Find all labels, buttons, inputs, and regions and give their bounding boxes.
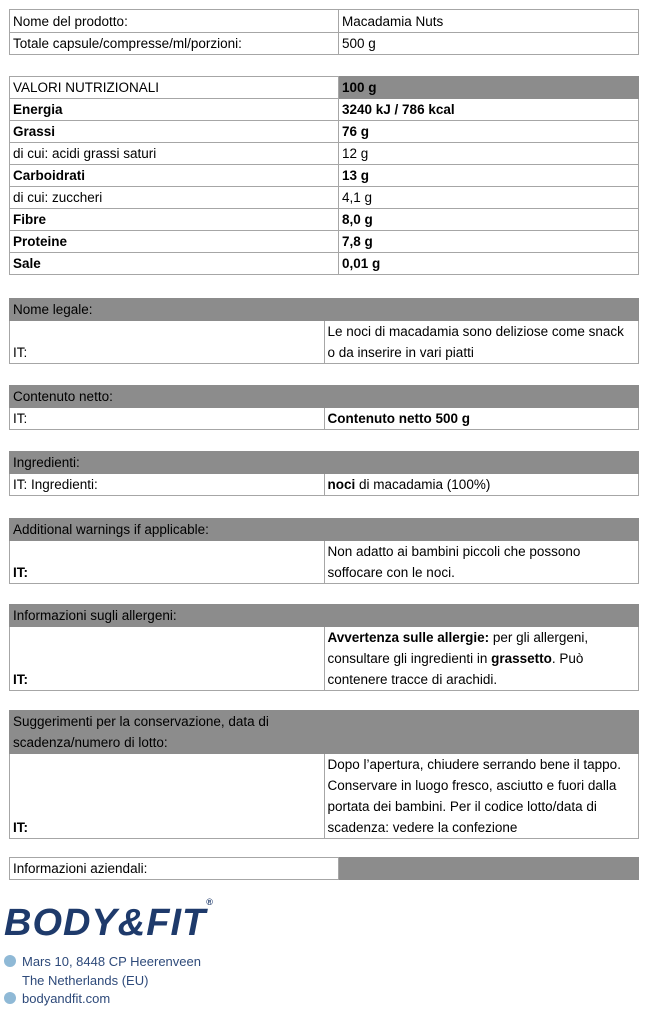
legal-name-text: Le noci di macadamia sono deliziose come snack o da inserire in vari piatti — [324, 321, 639, 364]
allergens-mid: per gli allergeni, consultare gli ingredienti in — [327, 630, 589, 666]
nutrition-row-label: Fibre — [13, 212, 47, 227]
location-pin-icon — [4, 955, 16, 967]
address — [4, 952, 201, 990]
ingredients-text — [324, 474, 639, 496]
ingredients-lang: IT: Ingredienti: — [10, 474, 325, 496]
globe-icon — [4, 992, 16, 1004]
storage-table — [9, 710, 639, 839]
product-name-label: Nome del prodotto: — [10, 10, 339, 33]
nutrition-row-label: Carboidrati — [13, 168, 86, 183]
net-content-header: Contenuto netto: — [10, 386, 639, 408]
nutrition-row-value: 3240 kJ / 786 kcal — [342, 102, 455, 117]
nutrition-row-label: Sale — [13, 256, 41, 271]
nutrition-row-value: 7,8 g — [342, 234, 373, 249]
storage-lang: IT: — [13, 820, 28, 835]
legal-name-header: Nome legale: — [10, 299, 639, 321]
net-content-text: Contenuto netto 500 g — [327, 411, 470, 426]
website-link[interactable]: bodyandfit.com — [22, 991, 111, 1006]
address-line-2: The Netherlands (EU) — [22, 973, 149, 988]
nutrition-header-value: 100 g — [339, 77, 639, 99]
warnings-text: Non adatto ai bambini piccoli che possono soffocare con le noci. — [324, 541, 639, 584]
product-qty-value: 500 g — [339, 33, 639, 55]
allergens-bold2: grassetto — [491, 651, 552, 666]
brand-logo — [4, 897, 214, 945]
legal-name-lang: IT: — [10, 321, 325, 364]
nutrition-row-value: 12 g — [339, 143, 639, 165]
company-header: Informazioni aziendali: — [10, 858, 339, 880]
nutrition-row-value: 8,0 g — [342, 212, 373, 227]
net-content-lang: IT: — [10, 408, 325, 430]
ingredients-header: Ingredienti: — [10, 452, 639, 474]
nutrition-row-label: Proteine — [13, 234, 68, 249]
allergens-table — [9, 604, 639, 691]
nutrition-row-value: 76 g — [342, 124, 370, 139]
brand-logo-mark: ® — [206, 897, 214, 908]
net-content-table — [9, 385, 639, 430]
ingredients-bold: noci — [327, 477, 356, 492]
company-value — [339, 858, 639, 880]
nutrition-row-label: Energia — [13, 102, 63, 117]
ingredients-rest: di macadamia (100%) — [355, 477, 491, 492]
nutrition-header: VALORI NUTRIZIONALI — [10, 77, 339, 99]
warnings-lang: IT: — [13, 565, 28, 580]
allergens-bold1: Avvertenza sulle allergie: — [327, 630, 490, 645]
nutrition-row-label: di cui: zuccheri — [10, 187, 339, 209]
address-line-1: Mars 10, 8448 CP Heerenveen — [22, 954, 201, 969]
storage-header: Suggerimenti per la conservazione, data di scadenza/numero di lotto: — [10, 711, 639, 754]
nutrition-row-label: Grassi — [13, 124, 56, 139]
allergens-lang: IT: — [13, 672, 28, 687]
nutrition-row-value: 0,01 g — [342, 256, 381, 271]
product-name-value: Macadamia Nuts — [339, 10, 639, 33]
nutrition-table — [9, 76, 639, 275]
warnings-header: Additional warnings if applicable: — [10, 519, 639, 541]
nutrition-row-value: 13 g — [342, 168, 370, 183]
allergens-header: Informazioni sugli allergeni: — [10, 605, 639, 627]
warnings-table — [9, 518, 639, 584]
storage-text: Dopo l’apertura, chiudere serrando bene il tappo. Conservare in luogo fresco, asciutto e fuori dalla portata dei bambini. Per il codice lotto/data di scadenza: vedere la confezione — [324, 754, 639, 839]
brand-logo-text: BODY&FIT — [4, 902, 207, 944]
ingredients-table — [9, 451, 639, 496]
website — [4, 989, 110, 1008]
company-table — [9, 857, 639, 880]
product-qty-label: Totale capsule/compresse/ml/porzioni: — [10, 33, 339, 55]
allergens-end: . Può contenere tracce di arachidi. — [327, 651, 584, 687]
allergens-text — [324, 627, 639, 691]
nutrition-row-value: 4,1 g — [339, 187, 639, 209]
legal-name-table — [9, 298, 639, 364]
nutrition-row-label: di cui: acidi grassi saturi — [10, 143, 339, 165]
product-table — [9, 9, 639, 55]
